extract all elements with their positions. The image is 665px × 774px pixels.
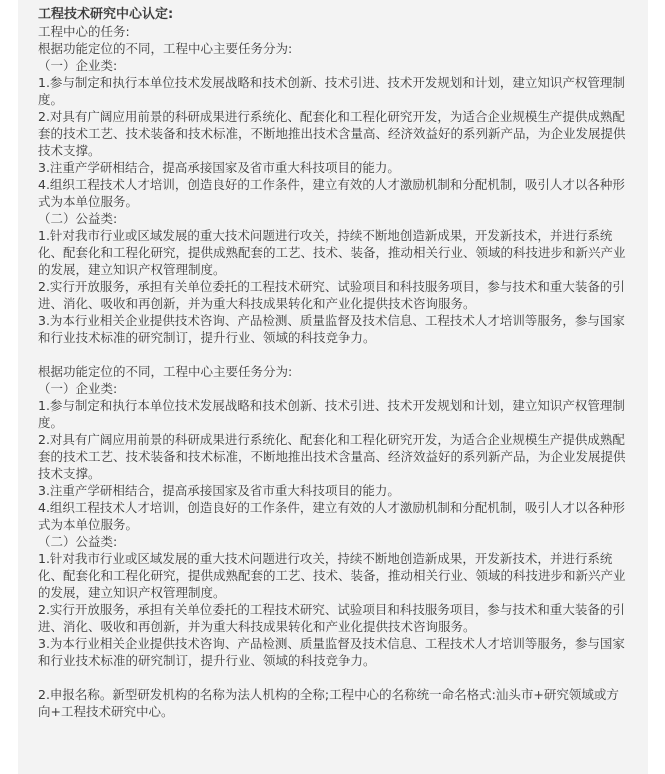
text-line: （一）企业类:	[38, 58, 118, 73]
text-line: 3.注重产学研相结合，提高承接国家及省市重大科技项目的能力。	[38, 483, 400, 498]
text-line: 1.针对我市行业或区域发展的重大技术问题进行攻关，持续不断地创造新成果，开发新技术，并进行系统化、配套化和工程化研究，提供成熟配套的工艺、技术、装备，推动相关行业、领域的科技进步和新兴产业的发展，建立知识产权管理制度。	[38, 551, 626, 600]
blank-line	[38, 346, 628, 363]
text-line: （一）企业类:	[38, 381, 118, 396]
text-line: 根据功能定位的不同，工程中心主要任务分为:	[38, 364, 293, 379]
text-line: 工程中心的任务:	[38, 24, 130, 39]
blank-line	[38, 669, 628, 686]
text-line: 3.为本行业相关企业提供技术咨询、产品检测、质量监督及技术信息、工程技术人才培训等服务，参与国家和行业技术标准的研究制订，提升行业、领域的科技竞争力。	[38, 636, 625, 668]
text-line: （二）公益类:	[38, 534, 118, 549]
text-line: 3.注重产学研相结合，提高承接国家及省市重大科技项目的能力。	[38, 160, 400, 175]
text-line: 2.对具有广阔应用前景的科研成果进行系统化、配套化和工程化研究开发，为适合企业规模生产提供成熟配套的技术工艺、技术装备和技术标准，不断地推出技术含量高、经济效益好的系列新产品，为企业发展提供技术支撑。	[38, 109, 626, 158]
text-line: 1.参与制定和执行本单位技术发展战略和技术创新、技术引进、技术开发规划和计划，建立知识产权管理制度。	[38, 75, 625, 107]
document-panel	[18, 0, 648, 774]
text-line: 根据功能定位的不同，工程中心主要任务分为:	[38, 41, 293, 56]
text-line: 1.参与制定和执行本单位技术发展战略和技术创新、技术引进、技术开发规划和计划，建立知识产权管理制度。	[38, 398, 625, 430]
text-line: 2.实行开放服务，承担有关单位委托的工程技术研究、试验项目和科技服务项目，参与技术和重大装备的引进、消化、吸收和再创新，并为重大科技成果转化和产业化提供技术咨询服务。	[38, 602, 625, 634]
text-line: 4.组织工程技术人才培训，创造良好的工作条件，建立有效的人才激励机制和分配机制，吸引人才以各种形式为本单位服务。	[38, 500, 625, 532]
text-line: 2.申报名称。新型研发机构的名称为法人机构的全称;工程中心的名称统一命名格式:汕头市+研究领域或方向+工程技术研究中心。	[38, 687, 619, 719]
text-line: 2.实行开放服务，承担有关单位委托的工程技术研究、试验项目和科技服务项目，参与技术和重大装备的引进、消化、吸收和再创新，并为重大科技成果转化和产业化提供技术咨询服务。	[38, 279, 625, 311]
text-line: 2.对具有广阔应用前景的科研成果进行系统化、配套化和工程化研究开发，为适合企业规模生产提供成熟配套的技术工艺、技术装备和技术标准，不断地推出技术含量高、经济效益好的系列新产品，为企业发展提供技术支撑。	[38, 432, 626, 481]
document-title: 工程技术研究中心认定:	[38, 7, 174, 22]
text-line: 1.针对我市行业或区域发展的重大技术问题进行攻关，持续不断地创造新成果，开发新技术，并进行系统化、配套化和工程化研究，提供成熟配套的工艺、技术、装备，推动相关行业、领域的科技进步和新兴产业的发展，建立知识产权管理制度。	[38, 228, 626, 277]
text-line: 4.组织工程技术人才培训，创造良好的工作条件，建立有效的人才激励机制和分配机制，吸引人才以各种形式为本单位服务。	[38, 177, 625, 209]
text-line: （二）公益类:	[38, 211, 118, 226]
text-line: 3.为本行业相关企业提供技术咨询、产品检测、质量监督及技术信息、工程技术人才培训等服务，参与国家和行业技术标准的研究制订，提升行业、领域的科技竞争力。	[38, 313, 625, 345]
